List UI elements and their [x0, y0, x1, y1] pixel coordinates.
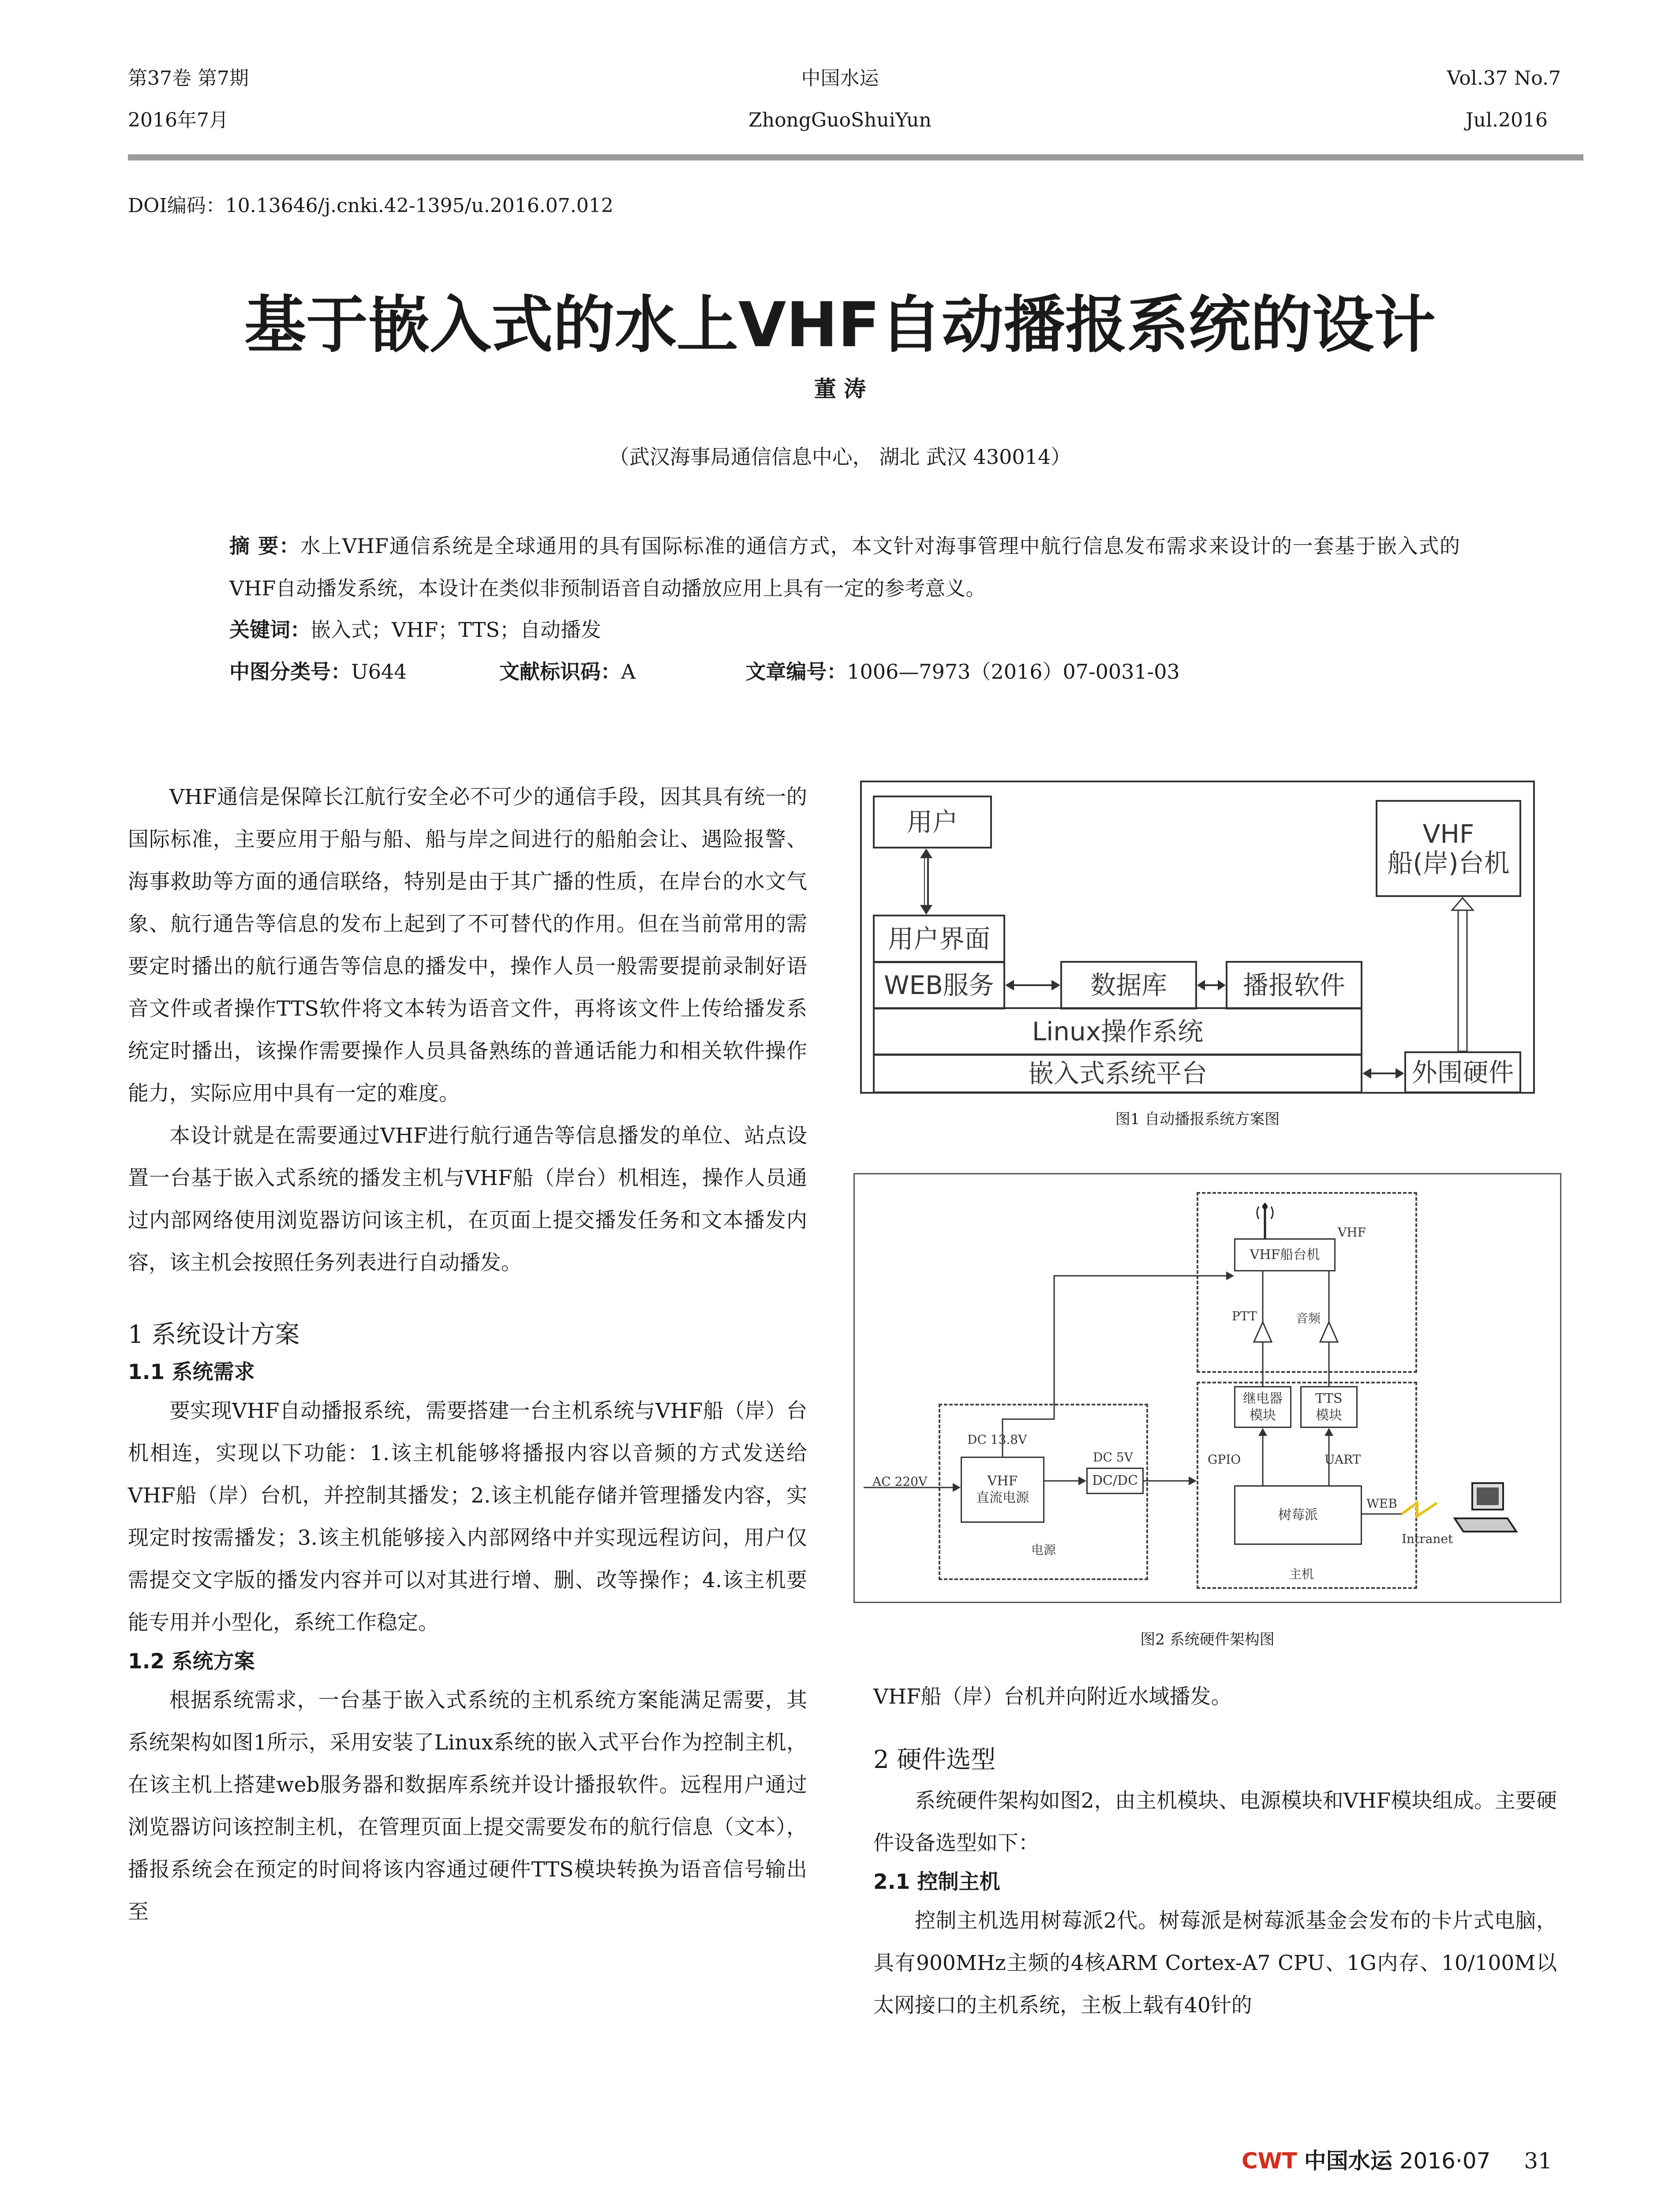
fig2-ptt-label: PTT: [1232, 1309, 1257, 1323]
fig2-raspberry-pi: 树莓派: [1234, 1485, 1362, 1545]
abstract-text: 水上VHF通信系统是全球通用的具有国际标准的通信方式，本文针对海事管理中航行信息发布需求来设计的一套基于嵌入式的VHF自动播发系统，本设计在类似非预制语音自动播放应用上具有一定的参考意义。: [229, 534, 1460, 600]
paragraph: 本设计就是在需要通过VHF进行航行通告等信息播发的单位、站点设置一台基于嵌入式系统的播发主机与VHF船（岸台）机相连，操作人员通过内部网络使用浏览器访问该主机，在页面上提交播发任务和文本播发内容，该主机会按照任务列表进行自动播发。: [128, 1124, 807, 1275]
header-vol-en: Vol.37 No.7: [1447, 67, 1561, 90]
fig1-web-box: WEB服务: [873, 961, 1005, 1009]
clc-label: 中图分类号：: [229, 660, 351, 684]
fig1-vhf-box: [1376, 800, 1521, 897]
keywords: [229, 609, 601, 651]
paragraph: VHF船（岸）台机并向附近水域播发。: [873, 1685, 1232, 1709]
keywords-text: 嵌入式；VHF；TTS；自动播发: [311, 618, 601, 642]
paper-title: 基于嵌入式的水上VHF自动播报系统的设计: [244, 289, 1436, 361]
fig2-dcdc: DC/DC: [1086, 1468, 1144, 1494]
fig2-vhf-radio: VHF船台机: [1234, 1238, 1336, 1271]
fig1-double-arrow: [915, 848, 941, 915]
fig1-vhf-line2: 船(岸)台机: [1387, 848, 1510, 878]
article-no-label: 文章编号：: [745, 660, 847, 684]
header-date-en: Jul.2016: [1465, 109, 1548, 131]
computer-icon: [1455, 1483, 1516, 1532]
footer-brand: CWT: [1241, 2148, 1297, 2174]
fig1-arrow-db-broadcast: [1197, 976, 1226, 994]
figure-2-caption: 图2 系统硬件架构图: [1140, 1631, 1275, 1648]
fig2-psu-line2: 直流电源: [976, 1490, 1029, 1506]
fig1-broadcast-box: 播报软件: [1226, 961, 1362, 1009]
fig2-relay-line2: 模块: [1250, 1407, 1276, 1423]
keywords-label: 关键词：: [229, 618, 311, 642]
fig2-audio-label: 音频: [1296, 1311, 1321, 1326]
fig2-psu-line1: VHF: [987, 1473, 1018, 1489]
subsection-heading: 1.1 系统需求: [128, 1360, 255, 1384]
fig1-arrow-platform-peripheral: [1362, 1065, 1404, 1082]
subsection-heading: 1.2 系统方案: [128, 1649, 255, 1674]
section-heading: 1 系统设计方案: [128, 1320, 300, 1349]
clc-value: U644: [351, 660, 407, 684]
fig1-arrow-web-db: [1005, 976, 1060, 994]
fig2-ac220-label: AC 220V: [872, 1474, 928, 1489]
fig2-tts-line1: TTS: [1315, 1390, 1343, 1406]
fig1-ui-box: 用户界面: [873, 915, 1005, 963]
classification: [229, 650, 1464, 693]
figure-1-caption: 图1 自动播报系统方案图: [1115, 1110, 1280, 1128]
fig1-vhf-line1: VHF: [1422, 819, 1474, 849]
psu-to-vhf-line: [1003, 1276, 1231, 1457]
paragraph: 要实现VHF自动播报系统，需要搭建一台主机系统与VHF船（岸）台机相连，实现以下功能：1.该主机能够将播报内容以音频的方式发送给VHF船（岸）台机，并控制其播发；2.该主机能存储并管理播发内容，实现定时按需播发；3.该主机能够接入内部网络中并实现远程访问，用户仅需提交文字版的播发内容并可以对其进行增、删、改等操作；4.该主机要能专用并小型化，系统工作稳定。: [128, 1399, 807, 1635]
right-column: [873, 1676, 1557, 2027]
header-journal-cn: 中国水运: [801, 67, 879, 90]
lightning-icon: [1402, 1503, 1437, 1516]
page-number: 31: [1524, 2148, 1552, 2174]
figure-2: [853, 1173, 1561, 1603]
fig2-dc138-label: DC 13.8V: [967, 1432, 1027, 1447]
paragraph: VHF通信是保障长江航行安全必不可少的通信手段，因其具有统一的国际标准，主要应用于船与船、船与岸之间进行的船舶会让、遇险报警、海事救助等方面的通信联络，特别是由于其广播的性质，在岸台的水文气象、航行通告等信息的发布上起到了不可替代的作用。但在当前常用的需要定时播出的航行通告等信息的播发中，操作人员一般需要提前录制好语音文件或者操作TTS软件将文本转为语音文件，再将该文件上传给播发系统定时播出，该操作需要操作人员具备熟练的普通话能力和相关软件操作能力，实际应用中具有一定的难度。: [128, 785, 807, 1106]
fig2-uart-label: UART: [1325, 1452, 1361, 1467]
paragraph: 控制主机选用树莓派2代。树莓派是树莓派基金会发布的卡片式电脑，具有900MHz主频的4核ARM Cortex-A7 CPU、1G内存、10/100M以太网接口的主机系统，主板上载有40针的: [873, 1909, 1557, 2018]
abstract-label: 摘 要：: [229, 534, 300, 558]
subsection-heading: 2.1 控制主机: [873, 1870, 1000, 1894]
section-heading: 2 硬件选型: [873, 1745, 996, 1774]
header-rule: [128, 154, 1583, 161]
footer-journal: 中国水运: [1304, 2148, 1392, 2174]
affiliation: （武汉海事局通信信息中心， 湖北 武汉 430014）: [609, 445, 1071, 469]
paragraph: 系统硬件架构如图2，由主机模块、电源模块和VHF模块组成。主要硬件设备选型如下：: [873, 1789, 1557, 1855]
fig2-gpio-label: GPIO: [1208, 1452, 1241, 1467]
fig2-web-label: WEB: [1366, 1496, 1397, 1511]
left-column: [128, 776, 807, 1933]
fig2-intranet-label: Intranet: [1402, 1532, 1453, 1546]
fig1-user-box: 用户: [873, 796, 992, 848]
abstract: [229, 525, 1460, 609]
fig1-db-box: 数据库: [1060, 961, 1197, 1009]
fig1-arrow-peripheral-vhf: [1449, 897, 1476, 1051]
article-no-value: 1006—7973（2016）07-0031-03: [847, 660, 1180, 684]
paragraph: 根据系统需求，一台基于嵌入式系统的主机系统方案能满足需要，其系统架构如图1所示，采用安装了Linux系统的嵌入式平台作为控制主机，在该主机上搭建web服务器和数据库系统并设计播报软件。远程用户通过浏览器访问该控制主机，在管理页面上提交需要发布的航行信息（文本），播报系统会在预定的时间将该内容通过硬件TTS模块转换为语音信号输出至: [128, 1688, 807, 1924]
fig2-dc5-label: DC 5V: [1093, 1450, 1133, 1465]
fig2-relay-line1: 继电器: [1243, 1390, 1283, 1406]
figure-1: [860, 781, 1535, 1094]
doi: DOI编码：10.13646/j.cnki.42-1395/u.2016.07.012: [128, 194, 614, 217]
fig1-linux-box: Linux操作系统: [873, 1007, 1362, 1056]
fig2-wiring: [855, 1174, 1563, 1604]
author: 董 涛: [814, 376, 866, 402]
fig1-peripheral-box: 外围硬件: [1404, 1051, 1521, 1093]
doc-code-label: 文献标识码：: [499, 660, 621, 684]
fig2-power-label: 电源: [1031, 1543, 1056, 1557]
fig2-host-label: 主机: [1289, 1567, 1314, 1581]
footer-issue: 2016·07: [1399, 2148, 1491, 2174]
doc-code-value: A: [621, 660, 636, 684]
footer: [1242, 2143, 1552, 2175]
fig2-vhf-label: VHF: [1338, 1225, 1366, 1240]
header-volume: 第37卷 第7期: [128, 67, 249, 90]
fig1-platform-box: 嵌入式系统平台: [873, 1054, 1362, 1093]
header-date: 2016年7月: [128, 109, 228, 131]
header-journal-en: ZhongGuoShuiYun: [748, 109, 932, 131]
fig2-tts-line2: 模块: [1315, 1407, 1342, 1423]
